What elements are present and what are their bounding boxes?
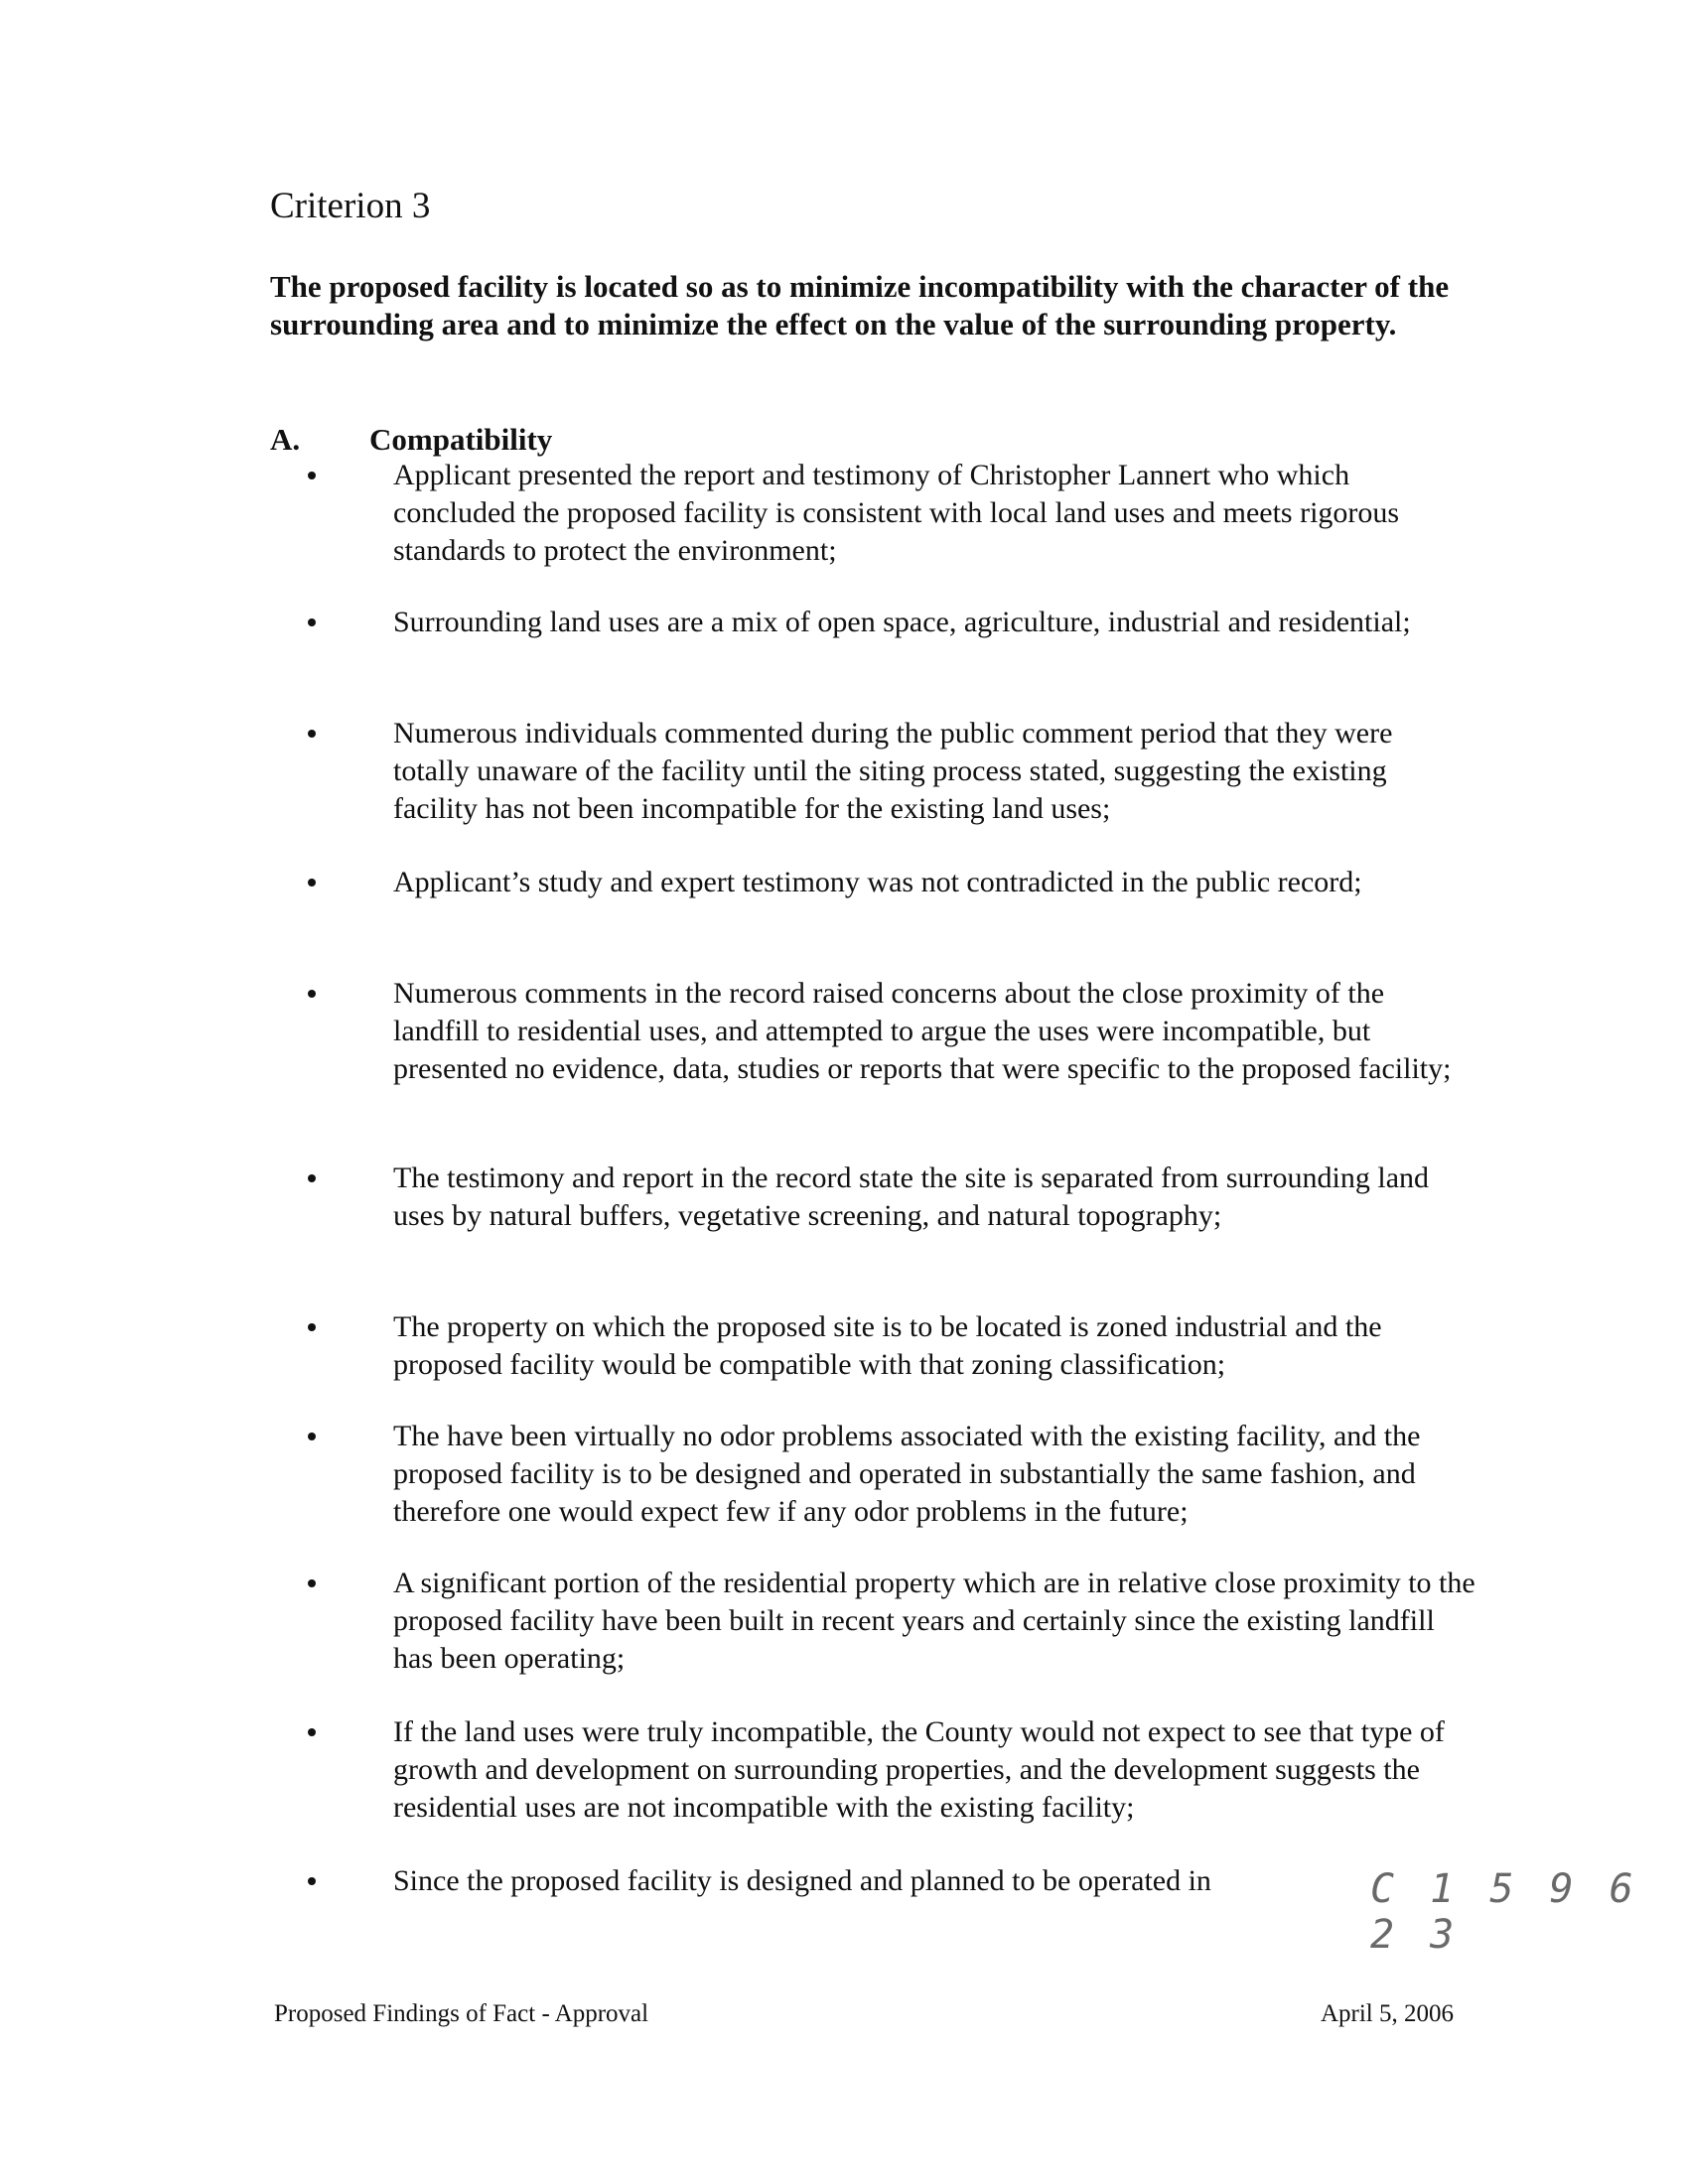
list-item-text: Surrounding land uses are a mix of open space, agriculture, industrial and residential; (393, 606, 1411, 638)
list-item-text: The have been virtually no odor problems associated with the existing facility, and the proposed facility is to be designed and operated in substantially the same fashion, and therefore one would expect few if any odor problems in the future; (393, 1420, 1421, 1528)
list-item-text: A significant portion of the residential property which are in relative close proximity to the proposed facility have been built in recent years and certainly since the existing landfill has been operating; (393, 1567, 1475, 1675)
criterion-statement: The proposed facility is located so as to minimize incompatibility with the character of the surrounding area and to minimize the effect on the value of the surrounding property. (270, 269, 1450, 341)
bullet-icon (308, 1579, 316, 1587)
bullet-icon (308, 1877, 316, 1885)
bullet-icon (308, 730, 316, 738)
section-title: Compatibility (369, 422, 553, 457)
section-heading (270, 421, 552, 459)
bullet-icon (308, 1323, 316, 1331)
list-item-text: The testimony and report in the record state the site is separated from surrounding land uses by natural buffers, vegetative screening, and natural topography; (393, 1161, 1430, 1232)
list-item-text: Applicant’s study and expert testimony was not contradicted in the public record; (393, 866, 1362, 898)
footer-document-title: Proposed Findings of Fact - Approval (274, 2000, 649, 2027)
list-item-text: Numerous comments in the record raised concerns about the close proximity of the landfill to residential uses, and attempted to argue the uses were incompatible, but presented no evidence, data, studies or reports that were specific to the proposed facility; (393, 977, 1452, 1085)
bates-stamp: C 1 5 9 6 2 3 (1370, 1866, 1639, 1958)
list-item-text: Since the proposed facility is designed and planned to be operated in (393, 1864, 1211, 1897)
section-letter: A. (270, 422, 301, 457)
bullet-icon (308, 1433, 316, 1440)
list-item-text: If the land uses were truly incompatible, the County would not expect to see that type of growth and development on surrounding properties, and the development suggests the residential uses are not incompatible with the existing facility; (393, 1715, 1445, 1824)
bullet-icon (308, 990, 316, 998)
bullet-icon (308, 472, 316, 479)
bullet-icon (308, 618, 316, 626)
list-item-text: The property on which the proposed site is to be located is zoned industrial and the proposed facility would be compatible with that zoning classification; (393, 1310, 1382, 1381)
bullet-icon (308, 1728, 316, 1736)
list-item-text: Numerous individuals commented during the public comment period that they were totally unaware of the facility until the siting process stated, suggesting the existing facility has not been incompatible for the existing land uses; (393, 717, 1393, 825)
bullet-icon (308, 879, 316, 887)
footer-date: April 5, 2006 (1320, 2000, 1454, 2027)
list-item-text: Applicant presented the report and testimony of Christopher Lannert who which concluded the proposed facility is consistent with local land uses and meets rigorous standards to protect the environment; (393, 459, 1400, 567)
criterion-heading: Criterion 3 (270, 186, 431, 226)
bullet-icon (308, 1174, 316, 1182)
